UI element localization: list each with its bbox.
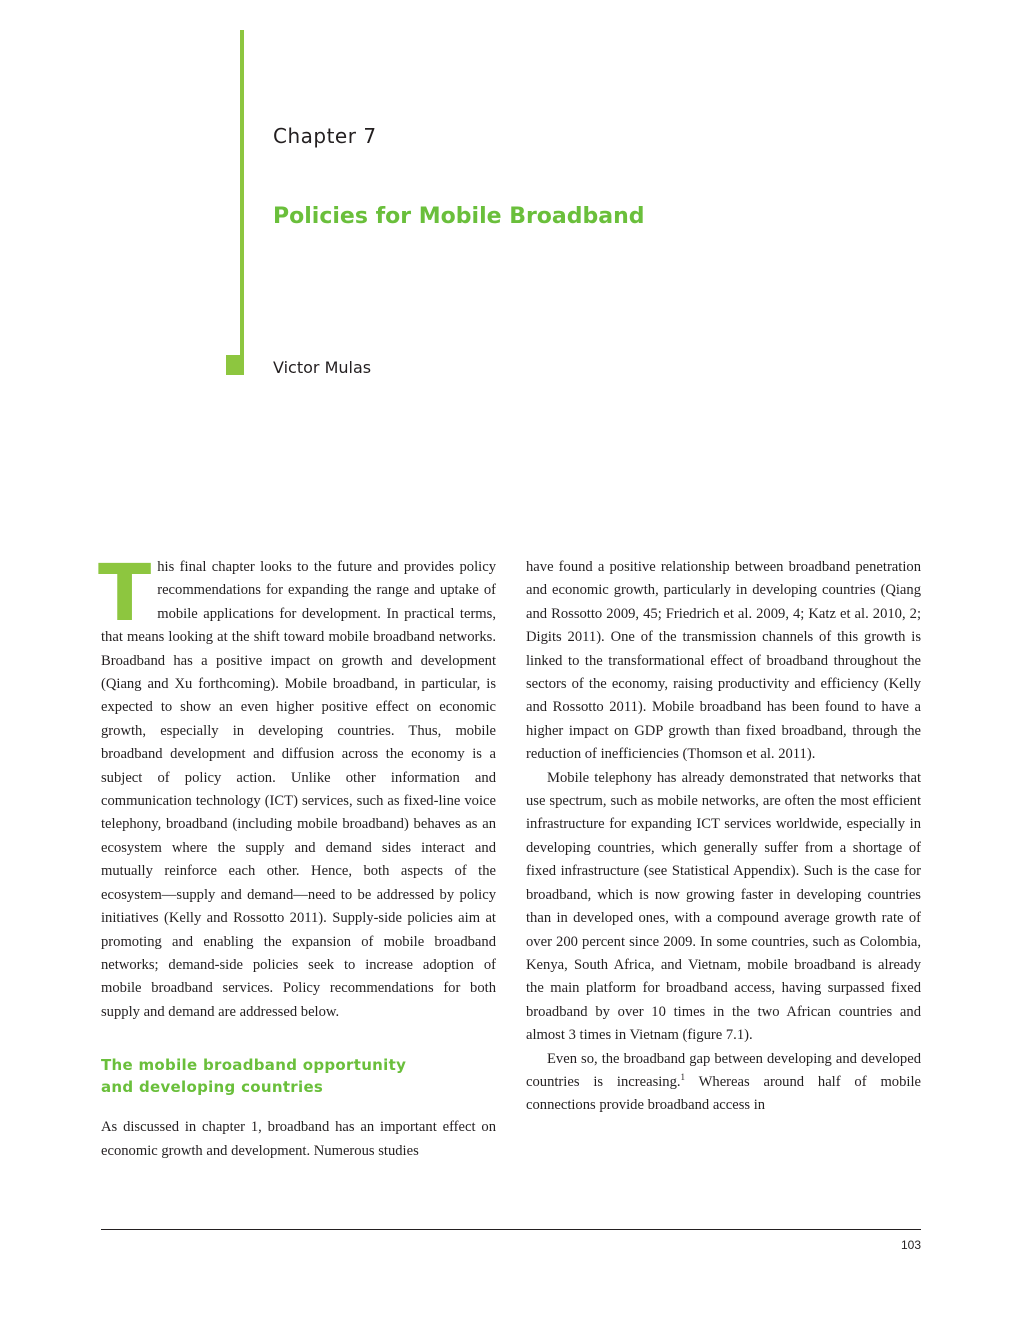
chapter-title: Policies for Mobile Broadband	[273, 204, 645, 229]
section-heading-line2: and developing countries	[101, 1078, 324, 1097]
intro-text: his final chapter looks to the future and provides policy recommendations for expanding the range and uptake of mobile applications for development. In practical terms, that means looking at the shift toward mobile broadband networks. Broadband has a positive impact on growth and development (Qiang and Xu forthcoming). Mobile broadband, in particular, is expected to show an even higher positive effect on economic growth, especially in developing countries. Thus, mobile broadband development and diffusion across the economy is a subject of policy action. Unlike other information and communication technology (ICT) services, such as fixed-line voice telephony, broadband (including mobile broadband) behaves as an ecosystem where the supply and demand sides interact and mutually reinforce each other. Hence, both aspects of the ecosystem—supply and demand—need to be addressed by policy initiatives (Kelly and Rossotto 2011). Supply-side policies aim at promoting and enabling the expansion of mobile broadband networks; demand-side policies seek to increase adoption of mobile broadband services. Policy recommendations for both supply and demand are addressed below.	[101, 559, 496, 1020]
page-number: 103	[900, 1238, 921, 1252]
right-paragraph-1: have found a positive relationship between broadband penetration and economic growth, particularly in developing countries (Qiang and Rossotto 2009, 45; Friedrich et al. 2009, 4; Katz et al. 2010, 2; Digits 2011). One of the transmission channels of this growth is linked to the transformational effect of broadband throughout the sectors of the economy, raising productivity and efficiency (Kelly and Rossotto 2011). Mobile broadband has been found to have a higher impact on GDP growth than fixed broadband, through the reduction of inefficiencies (Thomson et al. 2011).	[526, 559, 921, 763]
intro-paragraph	[98, 549, 496, 1024]
right-paragraph-3	[526, 1048, 921, 1118]
section-paragraph: As discussed in chapter 1, broadband has an important effect on economic growth and development. Numerous studies	[101, 1119, 496, 1159]
author-name: Victor Mulas	[273, 358, 372, 377]
left-column	[98, 549, 496, 1163]
accent-square	[226, 355, 244, 375]
right-paragraph-2: Mobile telephony has already demonstrated that networks that use spectrum, such as mobile networks, are often the most efficient infrastructure for expanding ICT services worldwide, especially in developing countries, which generally suffer from a shortage of fixed infrastructure (see Statistical Appendix). Such is the case for broadband, which is now growing faster in developing countries than in developed ones, with a compound average growth rate of over 200 percent since 2009. In some countries, such as Colombia, Kenya, South Africa, and Vietnam, mobile broadband is already the main platform for broadband access, having surpassed fixed broadband by over 10 times in the two African countries and almost 3 times in Vietnam (figure 7.1).	[526, 769, 921, 1044]
section-heading	[101, 1054, 496, 1098]
right-paragraph-3-text-a: Even so, the broadband gap between developing and developed countries is increasing.	[526, 1050, 921, 1090]
accent-vertical-bar	[240, 30, 244, 375]
footer-rule	[101, 1229, 921, 1230]
footnote-marker[interactable]: 1	[680, 1072, 686, 1083]
right-paragraph-3-text-b: Whereas around half of mobile connections provide broadband access in	[526, 1073, 921, 1114]
chapter-label: Chapter 7	[273, 124, 377, 148]
drop-cap: T	[98, 549, 152, 639]
right-column	[526, 556, 921, 1118]
section-heading-line1: The mobile broadband opportunity	[101, 1056, 407, 1075]
